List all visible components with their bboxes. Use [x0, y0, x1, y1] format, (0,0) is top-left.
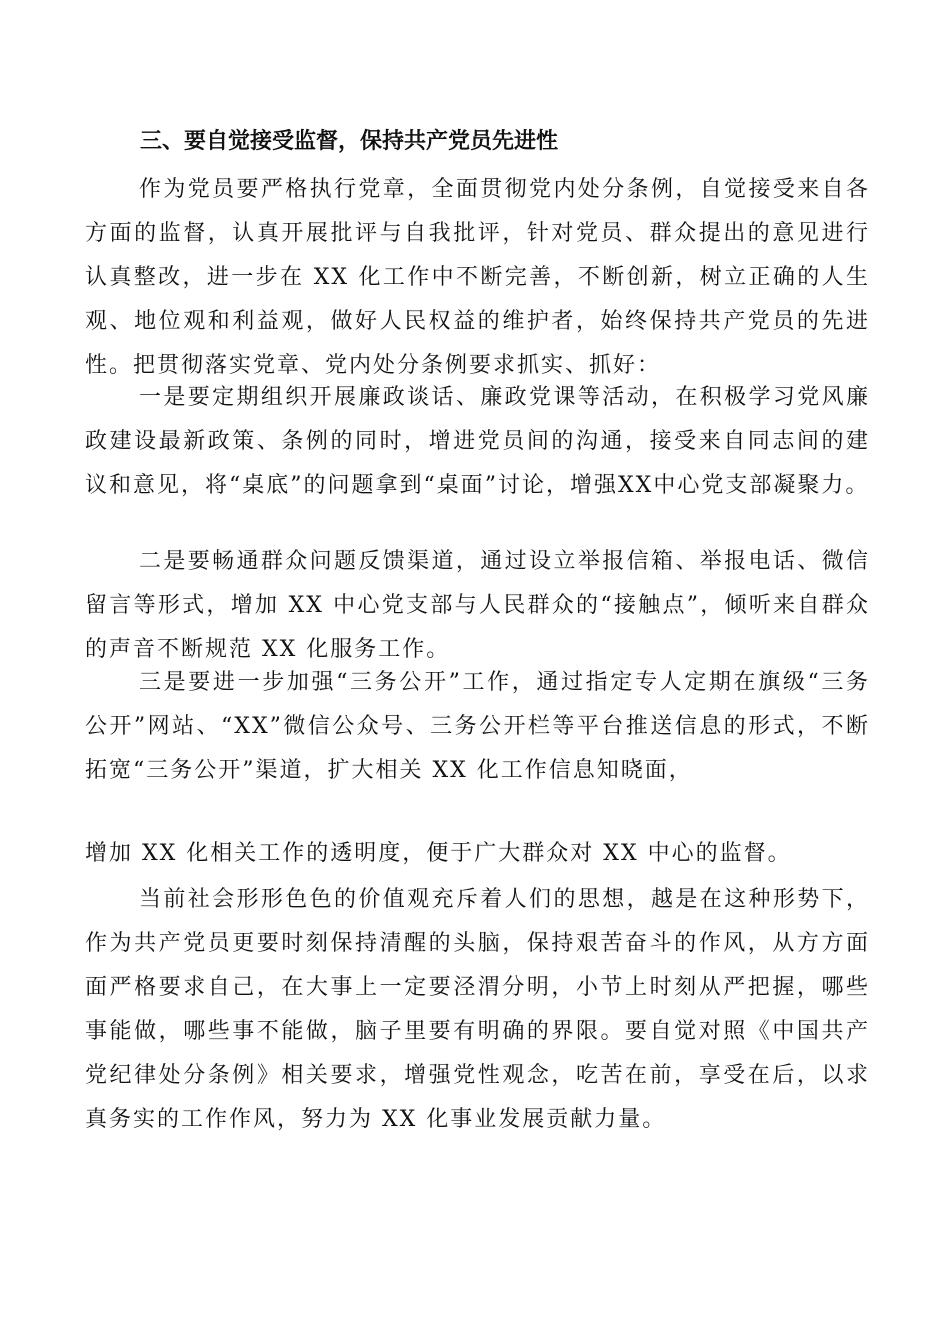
- section-heading: 三、要自觉接受监督，保持共产党员先进性: [140, 129, 559, 154]
- paragraph-conclusion: 当前社会形形色色的价值观充斥着人们的思想，越是在这种形势下，作为共产党员更要时刻保持清醒的头脑，保持艰苦奋斗的作风，从方方面面严格要求自己，在大事上一定要泾渭分明，小节上时刻从严把握，哪些事能做，哪些事不能做，脑子里要有明确的界限。要自觉对照《中国共产党纪律处分条例》相关要求，增强党性观念，吃苦在前，享受在后，以求真务实的工作作风，努力为 XX 化事业发展贡献力量。: [85, 887, 870, 1132]
- paragraph-point-one: 一是要定期组织开展廉政谈话、廉政党课等活动，在积极学习党风廉政建设最新政策、条例的同时，增进党员间的沟通，接受来自同志间的建议和意见，将“桌底”的问题拿到“桌面”讨论，增强XX中心党支部凝聚力。: [85, 385, 870, 498]
- paragraph-point-two: 二是要畅通群众问题反馈渠道，通过设立举报信箱、举报电话、微信留言等形式，增加 XX 中心党支部与人民群众的“接触点”，倾听来自群众的声音不断规范 XX 化服务工作。: [85, 549, 870, 662]
- paragraph-point-three: 三是要进一步加强“三务公开”工作，通过指定专人定期在旗级“三务公开”网站、“XX”微信公众号、三务公开栏等平台推送信息的形式，不断拓宽“三务公开”渠道，扩大相关 XX 化工作信息知晓面，: [85, 670, 870, 783]
- paragraph-point-three-continued: 增加 XX 化相关工作的透明度，便于广大群众对 XX 中心的监督。: [85, 841, 792, 866]
- paragraph-intro: 作为党员要严格执行党章，全面贯彻党内处分条例，自觉接受来自各方面的监督，认真开展批评与自我批评，针对党员、群众提出的意见进行认真整改，进一步在 XX 化工作中不断完善，不断创新，树立正确的人生观、地位观和利益观，做好人民权益的维护者，始终保持共产党员的先进性。把贯彻落实党章、党内处分条例要求抓实、抓好：: [85, 177, 870, 378]
